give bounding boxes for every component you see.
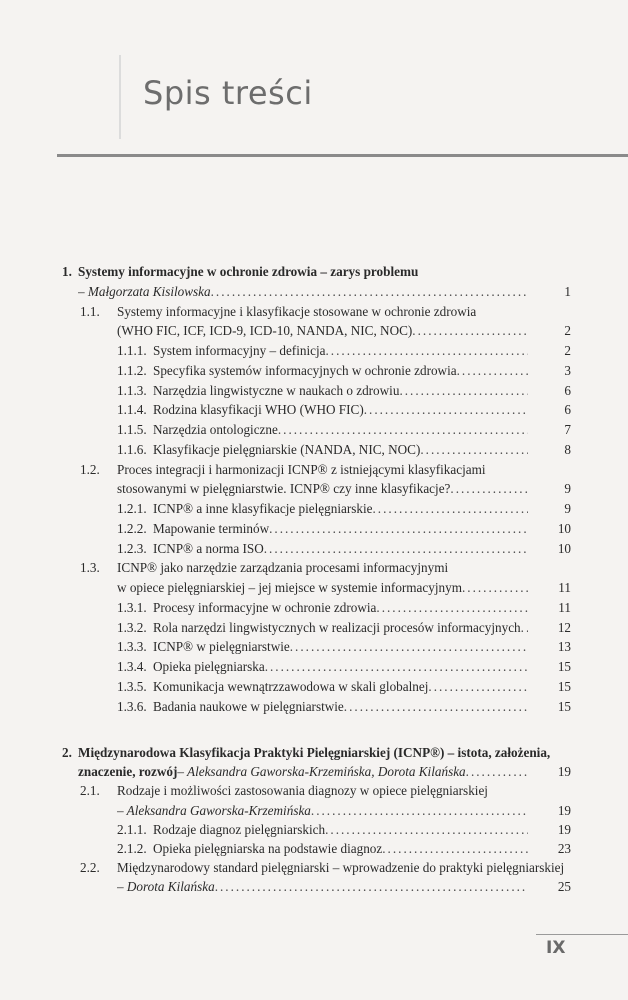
toc-entry-text: Komunikacja wewnątrzzawodowa w skali globalnej: [153, 678, 429, 694]
toc-entry: [0, 262, 628, 282]
toc-entry: [0, 697, 628, 717]
toc-entry-text: Procesy informacyjne w ochronie zdrowia: [153, 599, 377, 615]
toc-entry-number: 1.1.3.: [117, 382, 147, 398]
dot-leader: [457, 361, 528, 381]
toc-entry-text: Opieka pielęgniarska na podstawie diagnoz: [153, 841, 383, 856]
dot-leader: [412, 321, 528, 341]
toc-entry-text: Narzędzia lingwistyczne w naukach o zdrowiu: [153, 382, 400, 398]
toc-entry-number: 1.1.5.: [117, 422, 147, 437]
toc-entry-page: 10: [557, 520, 571, 536]
toc-entry-title: [153, 341, 528, 361]
toc-entry-text: w opiece pielęgniarskiej – jej miejsce w systemie informacyjnym: [117, 580, 462, 595]
toc-entry-number: 1.3.3.: [117, 639, 147, 655]
toc-entry-page: 15: [557, 698, 571, 714]
toc-entry-number: 1.2.2.: [117, 520, 147, 536]
dot-leader: [420, 440, 528, 460]
toc-entry-title: [153, 400, 528, 420]
toc-entry-text: Opieka pielęgniarska: [153, 659, 265, 674]
dot-leader: [265, 657, 528, 677]
dot-leader: [215, 877, 528, 897]
toc-entry-page: 7: [564, 422, 571, 437]
toc-entry-title: [153, 598, 528, 618]
toc-entry: [0, 400, 628, 420]
toc-entry-text: ICNP® jako narzędzie zarządzania procesami informacyjnymi: [117, 560, 449, 576]
toc-entry-number: 1.2.3.: [117, 540, 147, 556]
toc-entry-number: 1.1.4.: [117, 402, 147, 418]
toc-entry-title: [153, 657, 528, 677]
toc-entry-title: [117, 858, 564, 878]
toc-entry: [0, 460, 628, 480]
toc-entry-title: [153, 839, 528, 859]
toc-entry-number: 1.2.1.: [117, 501, 147, 516]
toc-entry-title: [117, 781, 488, 801]
toc-entry: [0, 558, 628, 578]
toc-entry-title: [153, 361, 528, 381]
toc-entry-page: 2: [564, 343, 571, 358]
dot-leader: [373, 499, 529, 519]
toc-entry-number: 1.3.: [80, 560, 100, 576]
title-side-rule: [119, 55, 121, 139]
dot-leader: [311, 801, 528, 821]
page-title: Spis treści: [143, 74, 313, 112]
dot-leader: [364, 400, 528, 420]
toc-entry-page: 19: [557, 821, 571, 837]
toc-entry: [0, 440, 628, 460]
toc-entry: [0, 519, 628, 539]
toc-entry-page: 8: [564, 441, 571, 457]
toc-entry-title: [78, 262, 418, 282]
toc-entry-title: [78, 282, 528, 302]
dot-leader: [428, 677, 528, 697]
toc-entry-page: 12: [557, 619, 571, 635]
toc-entry-text: System informacyjny – definicja: [153, 343, 326, 358]
toc-entry-page: 25: [557, 879, 571, 895]
toc-entry: [0, 820, 628, 840]
toc-entry-title: [78, 762, 528, 782]
toc-entry-text: Klasyfikacje pielęgniarskie (NANDA, NIC, NOC): [153, 441, 421, 457]
toc-entry-text: Narzędzia ontologiczne: [153, 422, 278, 437]
toc-entry-text: Systemy informacyjne w ochronie zdrowia – zarys problemu: [78, 264, 419, 279]
toc-entry-title: [153, 519, 528, 539]
toc-entry: [0, 578, 628, 598]
toc-entry-title: [153, 381, 528, 401]
toc-entry: [0, 321, 628, 341]
toc-entry-text: – Małgorzata Kisilowska: [78, 283, 211, 299]
toc-entry-page: 23: [557, 841, 571, 856]
toc-entry-number: 1.3.1.: [117, 599, 147, 615]
toc-entry: [0, 420, 628, 440]
toc-entry-title: [117, 801, 528, 821]
toc-entry-number: 1.1.1.: [117, 343, 147, 358]
toc-entry-number: 1.: [62, 264, 72, 279]
page-number: IX: [546, 938, 566, 958]
toc-entry-page: 6: [564, 382, 571, 398]
toc-entry-page: 11: [558, 580, 571, 595]
dot-leader: [326, 341, 529, 361]
dot-leader: [325, 820, 528, 840]
dot-leader: [278, 420, 528, 440]
toc-entry: [0, 877, 628, 897]
toc-entry-title: [153, 637, 528, 657]
toc-entry-text: Rodzaje i możliwości zastosowania diagnozy w opiece pielęgniarskiej: [117, 783, 488, 799]
toc-entry-title: [153, 820, 528, 840]
toc-entry: [0, 762, 628, 782]
toc-entry-text: Proces integracji i harmonizacji ICNP® z istniejącymi klasyfikacjami: [117, 461, 486, 477]
toc-entry-text: Międzynarodowy standard pielęgniarski – wprowadzenie do praktyki pielęgniarskiej: [117, 860, 565, 876]
toc-entry-text: – Aleksandra Gaworska-Krzemińska: [117, 802, 311, 818]
toc-entry: [0, 858, 628, 878]
dot-leader: [376, 598, 528, 618]
toc-entry: [0, 743, 628, 763]
toc-entry: [0, 637, 628, 657]
toc-entry-number: 1.1.2.: [117, 362, 147, 378]
title-divider: [57, 154, 628, 157]
toc-entry-authors: – Aleksandra Gaworska-Krzemińska, Dorota Kilańska: [177, 764, 466, 780]
dot-leader: [399, 381, 528, 401]
toc-entry: [0, 801, 628, 821]
toc-entry-title: [117, 558, 448, 578]
toc-entry-title: [117, 321, 528, 341]
toc-entry-page: 10: [557, 540, 571, 556]
toc-entry-number: 1.1.: [80, 303, 100, 319]
toc-entry-text: ICNP® a inne klasyfikacje pielęgniarskie: [153, 501, 373, 516]
dot-leader: [450, 479, 528, 499]
toc-entry: [0, 539, 628, 559]
toc-entry-number: 1.3.6.: [117, 698, 147, 714]
dot-leader: [466, 762, 528, 782]
toc-entry: [0, 341, 628, 361]
toc-entry-number: 1.1.6.: [117, 441, 147, 457]
toc-entry-text: (WHO FIC, ICF, ICD-9, ICD-10, NANDA, NIC, NOC): [117, 323, 413, 339]
dot-leader: [264, 539, 528, 559]
toc-entry-title: [153, 697, 528, 717]
toc-entry-text: Mapowanie terminów: [153, 520, 270, 536]
toc-entry-number: 2.1.2.: [117, 841, 147, 856]
toc-entry-text: Międzynarodowa Klasyfikacja Praktyki Pielęgniarskiej (ICNP®) – istota, założenia,: [78, 745, 551, 760]
toc-entry: [0, 657, 628, 677]
toc-entry-text: Rodzaje diagnoz pielęgniarskich: [153, 821, 326, 837]
dot-leader: [344, 697, 528, 717]
toc-entry-title: [117, 479, 528, 499]
toc-entry: [0, 302, 628, 322]
toc-entry-page: 6: [564, 402, 571, 418]
toc-entry-title: [153, 618, 528, 638]
toc-entry-title: [117, 460, 486, 480]
toc-entry-page: 9: [564, 501, 571, 516]
toc-entry: [0, 598, 628, 618]
toc-entry: [0, 839, 628, 859]
toc-entry-number: 1.3.4.: [117, 659, 147, 674]
toc-entry-text: stosowanymi w pielęgniarstwie. ICNP® czy inne klasyfikacje?: [117, 481, 451, 497]
toc-entry-page: 19: [557, 764, 571, 780]
toc-entry-title: [117, 578, 528, 598]
toc-entry-number: 2.1.: [80, 783, 100, 799]
dot-leader: [269, 519, 528, 539]
toc-entry-text: znaczenie, rozwój: [78, 764, 178, 780]
toc-entry-title: [153, 420, 528, 440]
dot-leader: [211, 282, 528, 302]
dot-leader: [382, 839, 528, 859]
toc-entry-text: – Dorota Kilańska: [117, 879, 215, 895]
toc-entry-text: ICNP® w pielęgniarstwie: [153, 639, 290, 655]
toc-entry-title: [153, 499, 528, 519]
dot-leader: [521, 618, 528, 638]
toc-entry-title: [117, 302, 476, 322]
toc-entry-page: 11: [558, 599, 571, 615]
toc-entry-number: 1.3.5.: [117, 678, 147, 694]
toc-entry: [0, 381, 628, 401]
toc-entry: [0, 361, 628, 381]
toc-entry: [0, 499, 628, 519]
toc-entry-page: 1: [564, 283, 571, 299]
toc-entry-title: [153, 539, 528, 559]
toc-entry-number: 2.1.1.: [117, 821, 147, 837]
toc-entry-text: ICNP® a norma ISO: [153, 540, 264, 556]
toc-entry: [0, 479, 628, 499]
toc-entry: [0, 677, 628, 697]
toc-entry-number: 2.2.: [80, 860, 100, 876]
toc-entry-page: 3: [564, 362, 571, 378]
toc-entry-number: 2.: [62, 745, 72, 760]
toc-entry-number: 1.2.: [80, 461, 100, 477]
dot-leader: [290, 637, 528, 657]
toc-entry: [0, 282, 628, 302]
toc-entry-text: Specyfika systemów informacyjnych w ochronie zdrowia: [153, 362, 457, 378]
toc-entry-page: 15: [557, 659, 571, 674]
toc-entry: [0, 781, 628, 801]
toc-entry-number: 1.3.2.: [117, 619, 147, 635]
toc-entry-text: Badania naukowe w pielęgniarstwie: [153, 698, 344, 714]
toc-entry-text: Rodzina klasyfikacji WHO (WHO FIC): [153, 402, 364, 418]
toc-entry-text: Rola narzędzi lingwistycznych w realizacji procesów informacyjnych: [153, 619, 521, 635]
toc-entry-title: [78, 743, 550, 763]
toc-entry-page: 13: [557, 639, 571, 655]
toc-entry-page: 9: [564, 481, 571, 497]
toc-entry-text: Systemy informacyjne i klasyfikacje stosowane w ochronie zdrowia: [117, 303, 477, 319]
toc-entry-page: 19: [557, 802, 571, 818]
toc-entry-page: 2: [564, 323, 571, 339]
footer-rule: [536, 934, 628, 935]
toc-entry-page: 15: [557, 678, 571, 694]
toc-entry-title: [153, 677, 528, 697]
toc-entry: [0, 618, 628, 638]
toc-entry-title: [117, 877, 528, 897]
dot-leader: [462, 578, 528, 598]
toc-entry-title: [153, 440, 528, 460]
